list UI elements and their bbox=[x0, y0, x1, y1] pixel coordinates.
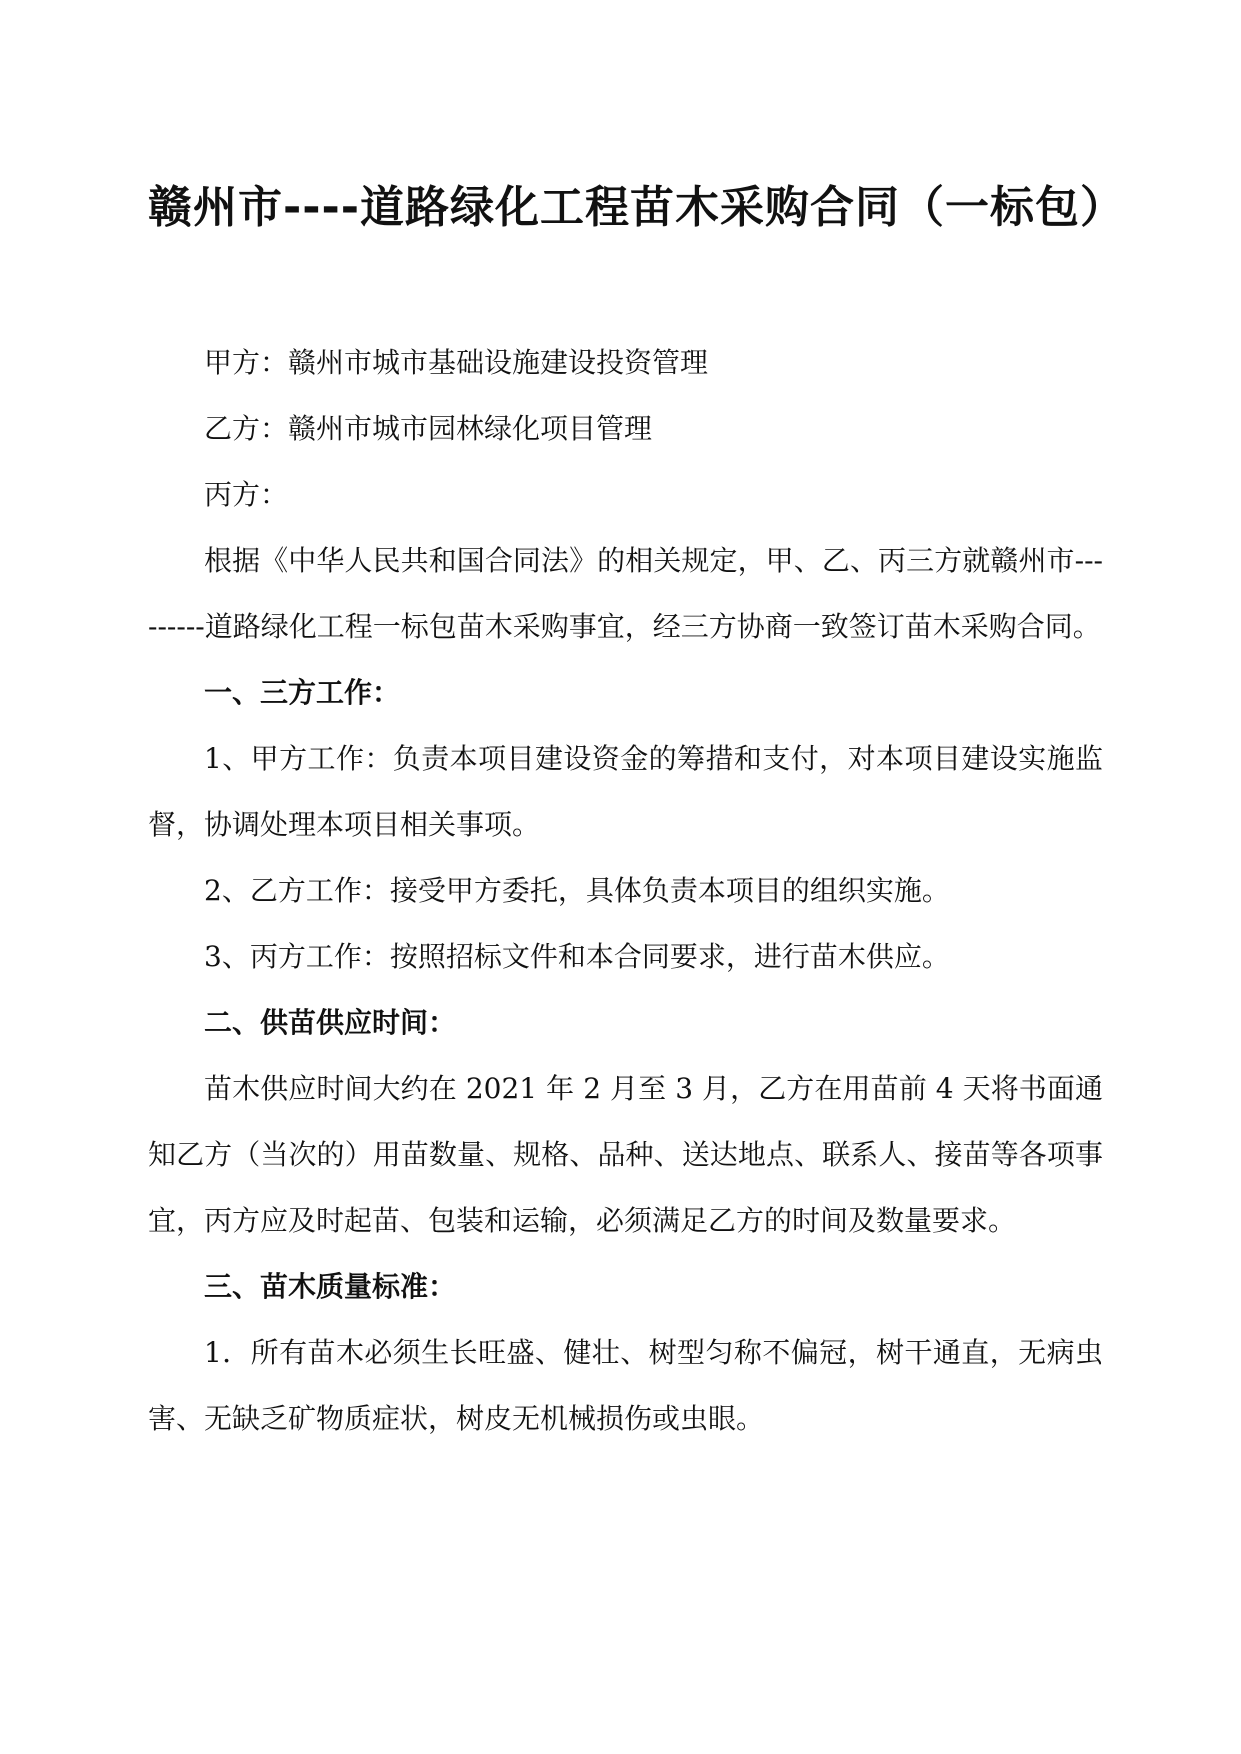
document-body bbox=[148, 330, 1103, 1452]
preamble-paragraph: 根据《中华人民共和国合同法》的相关规定，甲、乙、丙三方就赣州市---------道路绿化工程一标包苗木采购事宜，经三方协商一致签订苗木采购合同。 bbox=[148, 544, 1103, 643]
section1-item-3: 3、丙方工作：按照招标文件和本合同要求，进行苗木供应。 bbox=[204, 940, 950, 973]
party-b: 乙方：赣州市城市园林绿化项目管理 bbox=[204, 412, 653, 445]
section1-item-1: 1、甲方工作：负责本项目建设资金的筹措和支付，对本项目建设实施监督，协调处理本项目相关事项。 bbox=[148, 742, 1103, 841]
section2-paragraph: 苗木供应时间大约在 2021 年 2 月至 3 月，乙方在用苗前 4 天将书面通知乙方（当次的）用苗数量、规格、品种、送达地点、联系人、接苗等各项事宜，丙方应及时起苗、包装和运输，必须满足乙方的时间及数量要求。 bbox=[148, 1072, 1103, 1237]
section-heading-3: 三、苗木质量标准： bbox=[204, 1270, 457, 1303]
party-c: 丙方： bbox=[204, 478, 289, 511]
section1-item-2: 2、乙方工作：接受甲方委托，具体负责本项目的组织实施。 bbox=[204, 874, 950, 907]
section-heading-1: 一、三方工作： bbox=[204, 676, 401, 709]
section-heading-2: 二、供苗供应时间： bbox=[204, 1006, 457, 1039]
section3-item-1: 1．所有苗木必须生长旺盛、健壮、树型匀称不偏冠，树干通直，无病虫害、无缺乏矿物质症状，树皮无机械损伤或虫眼。 bbox=[148, 1336, 1103, 1435]
party-a: 甲方：赣州市城市基础设施建设投资管理 bbox=[204, 346, 709, 379]
document-title: 赣州市----道路绿化工程苗木采购合同（一标包） bbox=[148, 182, 1126, 233]
